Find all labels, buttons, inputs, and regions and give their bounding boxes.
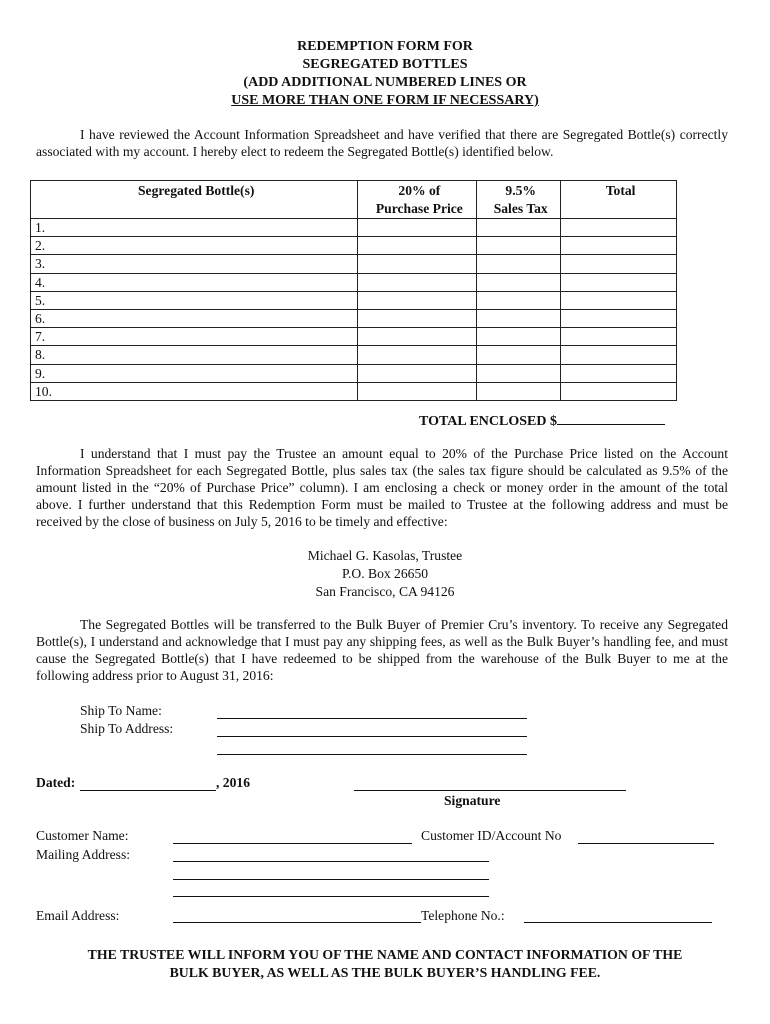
title-line-3: (ADD ADDITIONAL NUMBERED LINES OR xyxy=(243,75,527,90)
header-total: Total xyxy=(561,181,677,219)
table-row xyxy=(31,328,677,346)
table-row xyxy=(31,309,677,327)
signature-label: Signature xyxy=(444,793,501,808)
purchase-price-cell[interactable] xyxy=(358,219,477,237)
ship-to-address-field-1[interactable] xyxy=(217,736,527,737)
row-number[interactable]: 3. xyxy=(31,255,358,273)
total-enclosed xyxy=(419,410,665,430)
row-number[interactable]: 8. xyxy=(31,346,358,364)
footer-line-2: BULK BUYER, AS WELL AS THE BULK BUYER’S HANDLING FEE. xyxy=(169,965,601,980)
purchase-price-cell[interactable] xyxy=(358,382,477,400)
ship-to-name-field[interactable] xyxy=(217,718,527,719)
form-title xyxy=(0,38,770,110)
payment-text: I understand that I must pay the Trustee an amount equal to 20% of the Purchase Price listed on the Account Information Spreadsheet for each Segregated Bottle, plus sales tax (the sales tax figure should be calculated as 9.5% of the amount listed in the “20% of Purchase Price” column). I am enclosing a check or money order in the amount of the total above. I further understand that this Redemption Form must be mailed to Trustee at the following address and must be received by the close of business on July 5, 2016 to be timely and effective: xyxy=(36,446,728,529)
table-header-row xyxy=(31,181,677,219)
row-number[interactable]: 9. xyxy=(31,364,358,382)
header-sales-tax: 9.5% Sales Tax xyxy=(477,181,561,219)
intro-text: I have reviewed the Account Information Spreadsheet and have verified that there are Segregated Bottle(s) correctly associated with my account. I hereby elect to redeem the Segregated Bottle(s) identified below. xyxy=(36,127,728,159)
customer-id-field[interactable] xyxy=(578,843,714,844)
customer-id-label: Customer ID/Account No xyxy=(421,828,562,843)
sales-tax-cell[interactable] xyxy=(477,237,561,255)
email-address-label: Email Address: xyxy=(36,908,120,923)
sales-tax-cell[interactable] xyxy=(477,255,561,273)
table-row xyxy=(31,255,677,273)
table-row xyxy=(31,237,677,255)
title-line-4: USE MORE THAN ONE FORM IF NECESSARY) xyxy=(231,93,539,108)
purchase-price-cell[interactable] xyxy=(358,255,477,273)
ship-to-name-label: Ship To Name: xyxy=(80,703,162,718)
payment-paragraph xyxy=(36,445,728,530)
trustee-po-box: P.O. Box 26650 xyxy=(341,566,429,581)
total-cell[interactable] xyxy=(561,291,677,309)
row-number[interactable]: 6. xyxy=(31,309,358,327)
sales-tax-cell[interactable] xyxy=(477,273,561,291)
total-cell[interactable] xyxy=(561,273,677,291)
trustee-address xyxy=(0,547,770,601)
header-purchase-price: 20% of Purchase Price xyxy=(358,181,477,219)
table-row xyxy=(31,346,677,364)
table-row xyxy=(31,382,677,400)
sales-tax-cell[interactable] xyxy=(477,364,561,382)
mailing-address-field-3[interactable] xyxy=(173,896,489,897)
intro-paragraph xyxy=(36,126,728,160)
ship-to-address-field-2[interactable] xyxy=(217,754,527,755)
signature-field[interactable] xyxy=(354,790,626,791)
total-cell[interactable] xyxy=(561,382,677,400)
purchase-price-cell[interactable] xyxy=(358,364,477,382)
transfer-paragraph xyxy=(36,616,728,684)
sales-tax-cell[interactable] xyxy=(477,291,561,309)
total-cell[interactable] xyxy=(561,346,677,364)
telephone-label: Telephone No.: xyxy=(421,908,505,923)
customer-name-field[interactable] xyxy=(173,843,412,844)
row-number[interactable]: 1. xyxy=(31,219,358,237)
purchase-price-cell[interactable] xyxy=(358,328,477,346)
footer-line-1: THE TRUSTEE WILL INFORM YOU OF THE NAME AND CONTACT INFORMATION OF THE xyxy=(87,947,683,962)
row-number[interactable]: 4. xyxy=(31,273,358,291)
mailing-address-label: Mailing Address: xyxy=(36,847,131,862)
dated-year: , 2016 xyxy=(216,775,250,790)
telephone-field[interactable] xyxy=(524,922,712,923)
dated-label: Dated: xyxy=(36,775,76,790)
total-cell[interactable] xyxy=(561,255,677,273)
segregated-bottles-table xyxy=(30,180,677,401)
row-number[interactable]: 2. xyxy=(31,237,358,255)
transfer-text: The Segregated Bottles will be transferred to the Bulk Buyer of Premier Cru’s inventory. To receive any Segregated Bottle(s), I understand and acknowledge that I must pay any shipping fees, as well as the Bulk Buyer’s handling fee, and must cause the Segregated Bottle(s) that I have redeemed to be shipped from the warehouse of the Bulk Buyer to me at the following address prior to August 31, 2016: xyxy=(36,617,728,683)
table-row xyxy=(31,273,677,291)
mailing-address-field-2[interactable] xyxy=(173,879,489,880)
table-row xyxy=(31,291,677,309)
total-cell[interactable] xyxy=(561,328,677,346)
total-cell[interactable] xyxy=(561,237,677,255)
email-address-field[interactable] xyxy=(173,922,421,923)
total-cell[interactable] xyxy=(561,364,677,382)
title-line-1: REDEMPTION FORM FOR xyxy=(297,39,473,54)
total-cell[interactable] xyxy=(561,309,677,327)
sales-tax-cell[interactable] xyxy=(477,328,561,346)
trustee-name: Michael G. Kasolas, Trustee xyxy=(307,548,463,563)
total-enclosed-label: TOTAL ENCLOSED $ xyxy=(419,414,557,429)
total-cell[interactable] xyxy=(561,219,677,237)
header-bottles: Segregated Bottle(s) xyxy=(31,181,358,219)
sales-tax-cell[interactable] xyxy=(477,219,561,237)
ship-to-address-label: Ship To Address: xyxy=(80,721,174,736)
purchase-price-cell[interactable] xyxy=(358,346,477,364)
sales-tax-cell[interactable] xyxy=(477,346,561,364)
row-number[interactable]: 10. xyxy=(31,382,358,400)
footer-notice xyxy=(0,946,770,982)
purchase-price-cell[interactable] xyxy=(358,291,477,309)
sales-tax-cell[interactable] xyxy=(477,382,561,400)
trustee-city: San Francisco, CA 94126 xyxy=(315,584,455,599)
row-number[interactable]: 5. xyxy=(31,291,358,309)
table-row xyxy=(31,219,677,237)
dated-field[interactable] xyxy=(80,790,216,791)
sales-tax-cell[interactable] xyxy=(477,309,561,327)
customer-name-label: Customer Name: xyxy=(36,828,129,843)
purchase-price-cell[interactable] xyxy=(358,237,477,255)
total-enclosed-field[interactable] xyxy=(557,410,665,425)
mailing-address-field-1[interactable] xyxy=(173,861,489,862)
row-number[interactable]: 7. xyxy=(31,328,358,346)
table-row xyxy=(31,364,677,382)
purchase-price-cell[interactable] xyxy=(358,309,477,327)
purchase-price-cell[interactable] xyxy=(358,273,477,291)
title-line-2: SEGREGATED BOTTLES xyxy=(302,57,468,72)
